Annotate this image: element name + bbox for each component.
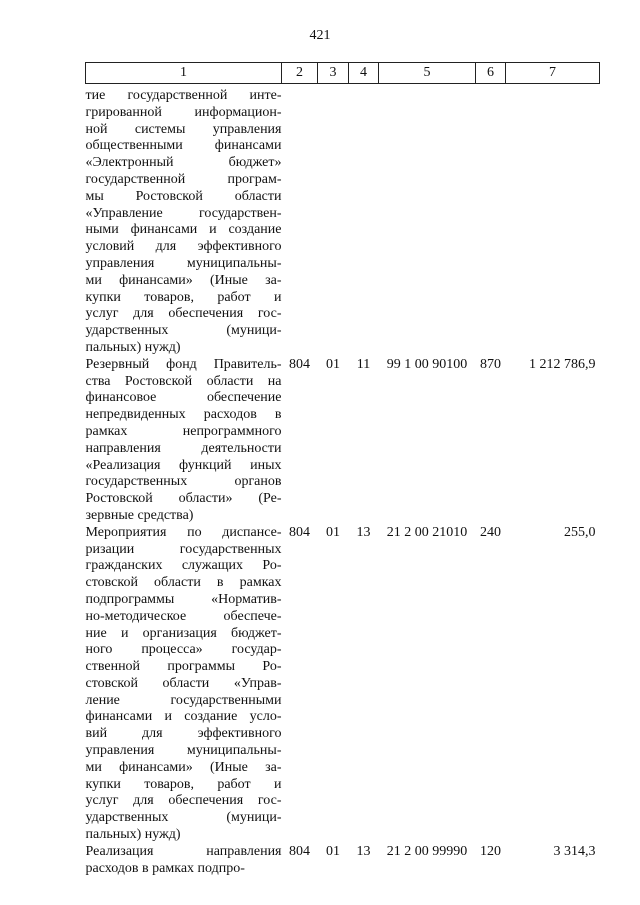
cell-expense-type: 240: [480, 524, 501, 540]
description-line: финансовое обеспечение: [85, 390, 282, 406]
header-col-3: 3: [318, 63, 349, 84]
cell-section: 01: [326, 356, 340, 372]
description-line: пальных) нужд): [85, 827, 181, 843]
cell-section: 01: [326, 524, 340, 540]
description-line: пальных) нужд): [85, 339, 181, 355]
cell-target-article: 99 1 00 90100: [386, 356, 468, 372]
row-description: [86, 525, 282, 844]
description-line: управления муниципальны-: [85, 255, 282, 271]
header-row: [86, 63, 600, 84]
description-line: ными финансами и создание: [85, 222, 282, 238]
description-line: направления деятельности: [85, 440, 282, 456]
cell-amount: 3 314,3: [553, 843, 596, 859]
description-line: «Электронный бюджет»: [85, 155, 282, 171]
cell-ministry-code: 804: [289, 356, 310, 372]
description-line: ной системы управления: [85, 121, 282, 137]
header-col-2: 2: [282, 63, 318, 84]
cell-amount: 1 212 786,9: [529, 356, 596, 372]
cell-subsection: 13: [356, 524, 371, 540]
description-line: расходов в рамках подпро-: [85, 860, 245, 876]
description-line: государственной програм-: [85, 171, 282, 187]
description-line: ственной программы Ро-: [85, 659, 282, 675]
description-line: управления муниципальны-: [85, 743, 282, 759]
row-description: [86, 844, 282, 878]
description-line: стовской области в рамках: [85, 575, 282, 591]
cell-amount: [506, 84, 600, 357]
row-description: [86, 84, 282, 357]
description-line: купки товаров, работ и: [85, 776, 282, 792]
cell-subsection: 13: [356, 843, 371, 859]
description-line: ризации государственных: [85, 541, 282, 557]
description-line: «Управление государствен-: [85, 205, 282, 221]
description-line: тие государственной инте-: [85, 88, 282, 103]
cell-expense-type: [476, 84, 506, 357]
description-line: ление государственными: [85, 692, 282, 708]
table-row: [86, 357, 600, 525]
description-line: рамках непрограммного: [85, 423, 282, 439]
cell-target-article: [379, 84, 476, 357]
description-line: государственных органов: [85, 474, 282, 490]
description-line: мы Ростовской области: [85, 188, 282, 204]
description-line: Мероприятия по диспансе-: [85, 524, 282, 540]
description-line: гражданских служащих Ро-: [85, 558, 282, 574]
description-line: услуг для обеспечения гос-: [85, 306, 282, 322]
table-row: [86, 84, 600, 357]
description-line: услуг для обеспечения гос-: [85, 793, 282, 809]
table-row: [86, 844, 600, 878]
description-line: непредвиденных расходов в: [85, 407, 282, 423]
cell-expense-type: 120: [480, 843, 501, 859]
header-col-1: 1: [86, 63, 282, 84]
description-line: грированной информацион-: [85, 104, 282, 120]
description-line: ми финансами» (Иные за-: [85, 272, 282, 288]
description-line: купки товаров, работ и: [85, 289, 282, 305]
cell-ministry-code: 804: [289, 843, 310, 859]
cell-subsection: [349, 84, 379, 357]
cell-ministry-code: [282, 84, 318, 357]
cell-expense-type: 870: [480, 356, 501, 372]
cell-section: 01: [326, 843, 340, 859]
description-line: Ростовской области» (Ре-: [85, 491, 282, 507]
description-line: подпрограммы «Норматив-: [85, 591, 282, 607]
description-line: «Реализация функций иных: [85, 457, 282, 473]
description-line: ства Ростовской области на: [85, 373, 282, 389]
description-line: но-методическое обеспече-: [85, 608, 282, 624]
description-line: зервные средства): [85, 507, 194, 523]
description-line: Резервный фонд Правитель-: [85, 356, 282, 372]
description-line: ного процесса» государ-: [85, 642, 282, 658]
description-line: условий для эффективного: [85, 239, 282, 255]
header-col-4: 4: [349, 63, 379, 84]
cell-section: [318, 84, 349, 357]
description-line: стовской области «Управ-: [85, 675, 282, 691]
cell-amount: 255,0: [564, 524, 596, 540]
table-row: [86, 525, 600, 844]
cell-target-article: 21 2 00 99990: [386, 843, 468, 859]
description-line: вий для эффективного: [85, 726, 282, 742]
header-col-7: 7: [506, 63, 600, 84]
cell-target-article: 21 2 00 21010: [386, 524, 468, 540]
description-line: ние и организация бюджет-: [85, 625, 282, 641]
description-line: ударственных (муници-: [85, 323, 282, 339]
description-line: ми финансами» (Иные за-: [85, 759, 282, 775]
cell-subsection: 11: [356, 356, 371, 372]
budget-table: [85, 62, 600, 877]
header-col-6: 6: [476, 63, 506, 84]
page-number: 421: [309, 28, 331, 43]
description-line: ударственных (муници-: [85, 810, 282, 826]
header-col-5: 5: [379, 63, 476, 84]
cell-ministry-code: 804: [289, 524, 310, 540]
row-description: [86, 357, 282, 525]
description-line: финансами и создание усло-: [85, 709, 282, 725]
description-line: Реализация направления: [85, 843, 282, 859]
description-line: общественными финансами: [85, 138, 282, 154]
